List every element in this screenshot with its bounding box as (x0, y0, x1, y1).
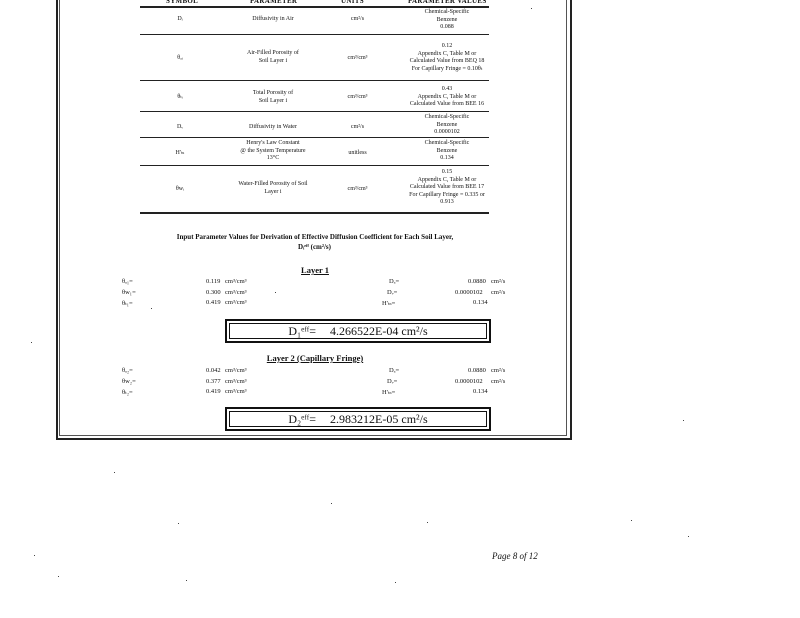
scan-speck (688, 536, 689, 537)
row-values (392, 9, 502, 32)
param-unit: cm²/s (491, 278, 506, 285)
row-values (392, 86, 502, 109)
table-rule (140, 34, 489, 35)
scan-speck (331, 503, 332, 504)
scan-speck (186, 580, 187, 581)
param-value: 0.0880 (468, 367, 486, 374)
layer1-result-box (225, 319, 491, 343)
value-line: Appendix C, Table M or (417, 176, 477, 183)
param-unit: cm³/cm³ (225, 289, 247, 296)
table-rule (140, 80, 489, 81)
parameter-line: Layer i (264, 188, 282, 195)
header-units: UNITS (341, 0, 364, 5)
row-parameter (218, 50, 328, 65)
param-label: θₜ₁= (122, 300, 133, 307)
table-rule (140, 111, 489, 112)
row-parameter (218, 90, 328, 105)
section-subtitle: Dᵢᵉᶠᶠ (cm²/s) (298, 243, 331, 251)
value-line: Calculated Value from BEE 16 (409, 101, 485, 107)
parameter-line: @ the System Temperature (240, 147, 306, 154)
value-line: 0.134 (440, 155, 454, 161)
layer1-title: Layer 1 (301, 265, 329, 275)
row-symbol: θₐᵢ (177, 55, 183, 61)
param-unit: cm³/cm³ (225, 388, 247, 395)
table-rule (140, 137, 489, 138)
parameter-line: 13°C (266, 155, 280, 161)
param-label: H'ₜₛ= (382, 300, 396, 307)
scan-speck (395, 582, 396, 583)
param-label: θw₂= (122, 378, 136, 385)
parameter-line: Soil Layer i (258, 57, 288, 64)
row-symbol: Dᵢ (177, 16, 183, 22)
table-rule (140, 6, 489, 8)
value-line: Calculated Value from BEQ 18 (409, 58, 485, 64)
row-values (392, 140, 502, 163)
table-rule (140, 165, 489, 166)
row-units: cm²/s (350, 16, 365, 22)
param-label: Dₐ= (389, 367, 400, 374)
param-unit: cm²/s (491, 367, 506, 374)
value-line: Chemical-Specific (424, 114, 470, 120)
param-label: θₜ₂= (122, 389, 133, 396)
param-value: 0.134 (473, 299, 488, 306)
value-line: Chemical-Specific (424, 9, 470, 15)
row-symbol: Dᵥ (176, 124, 184, 130)
result-label: D₂ᵉᶠᶠ= (288, 412, 317, 426)
row-values (392, 114, 502, 137)
row-units: cm³/cm³ (347, 186, 368, 192)
table-rule (140, 212, 489, 214)
parameter-line: Total Porosity of (252, 90, 294, 96)
value-line: Calculated Value from BEE 17 (409, 184, 485, 190)
row-parameter: Diffusivity in Air (252, 16, 294, 22)
value-line: 0.12 (441, 43, 453, 49)
row-units: cm³/cm³ (347, 55, 368, 61)
param-value: 0.377 (206, 378, 221, 385)
param-label: H'ₜₛ= (382, 389, 396, 396)
row-values (392, 43, 502, 73)
param-value: 0.0000102 (455, 378, 483, 385)
value-line: Benzene (436, 121, 458, 128)
parameter-line: Henry's Law Constant (246, 140, 300, 146)
scan-speck (427, 522, 428, 523)
scan-speck (531, 8, 532, 9)
param-unit: cm³/cm³ (225, 378, 247, 385)
row-values (392, 169, 502, 207)
param-value: 0.119 (206, 278, 221, 285)
header-parameter: PARAMETER (250, 0, 298, 5)
parameter-line: Water-Filled Porosity of Soil (238, 181, 308, 187)
param-unit: cm³/cm³ (225, 278, 247, 285)
section-title: Input Parameter Values for Derivation of Effective Diffusion Coefficient for Each Soil Layer, (176, 233, 454, 241)
param-unit: cm³/cm³ (225, 299, 247, 306)
param-unit: cm²/s (491, 378, 506, 385)
row-units: cm²/s (350, 124, 365, 130)
value-line: Benzene (436, 16, 458, 23)
param-label: Dᵥ= (387, 378, 398, 385)
row-symbol: H'ₜₛ (175, 150, 185, 156)
param-unit: cm³/cm³ (225, 367, 247, 374)
row-units: cm³/cm³ (347, 94, 368, 100)
scan-speck (683, 420, 684, 421)
scan-speck (34, 555, 35, 556)
value-line: 0.0000102 (434, 129, 460, 135)
parameter-line: Soil Layer i (258, 97, 288, 104)
value-line: 0.913 (440, 199, 454, 205)
header-values: PARAMETER VALUES (408, 0, 487, 5)
param-label: θₐ₁= (122, 278, 133, 285)
param-label: Dₐ= (389, 278, 400, 285)
layer2-result-box (225, 407, 491, 431)
scan-speck (114, 472, 115, 473)
value-line: For Capillary Fringe = 0.335 or (409, 191, 485, 198)
param-value: 0.0000102 (455, 289, 483, 296)
value-line: Benzene (436, 147, 458, 154)
parameter-line: Air-Filled Porosity of (247, 50, 299, 56)
param-value: 0.0880 (468, 278, 486, 285)
scan-speck (631, 520, 632, 521)
scan-speck (275, 292, 276, 293)
param-value: 0.300 (206, 289, 221, 296)
param-label: Dᵥ= (387, 289, 398, 296)
row-symbol: θwᵢ (175, 186, 185, 192)
param-unit: cm²/s (491, 289, 506, 296)
result-value: 2.983212E-05 cm²/s (330, 412, 428, 426)
row-parameter: Diffusivity in Water (249, 124, 297, 130)
scan-speck (58, 576, 59, 577)
scan-speck (178, 523, 179, 524)
row-units: unitless (348, 150, 367, 156)
page-number: Page 8 of 12 (492, 551, 538, 561)
param-value: 0.419 (206, 388, 221, 395)
param-value: 0.419 (206, 299, 221, 306)
value-line: Appendix C, Table M or (417, 50, 477, 57)
layer2-title: Layer 2 (Capillary Fringe) (266, 353, 364, 363)
param-value: 0.042 (206, 367, 221, 374)
row-parameter (218, 140, 328, 163)
scan-speck (151, 308, 152, 309)
value-line: For Capillary Fringe = 0.10θₜ (411, 65, 483, 72)
result-label: D₁ᵉᶠᶠ= (288, 324, 317, 338)
param-label: θₐ₂= (122, 367, 133, 374)
value-line: Appendix C, Table M or (417, 93, 477, 100)
value-line: 0.15 (441, 169, 453, 175)
value-line: Chemical-Specific (424, 140, 470, 146)
row-parameter (218, 181, 328, 196)
row-symbol: θₜᵢ (177, 94, 183, 100)
result-value: 4.266522E-04 cm²/s (330, 324, 428, 338)
value-line: 0.088 (440, 24, 454, 30)
header-symbol: SYMBOL (166, 0, 199, 5)
value-line: 0.43 (441, 86, 453, 92)
scan-speck (31, 342, 32, 343)
param-value: 0.134 (473, 388, 488, 395)
param-label: θw₁= (122, 289, 136, 296)
